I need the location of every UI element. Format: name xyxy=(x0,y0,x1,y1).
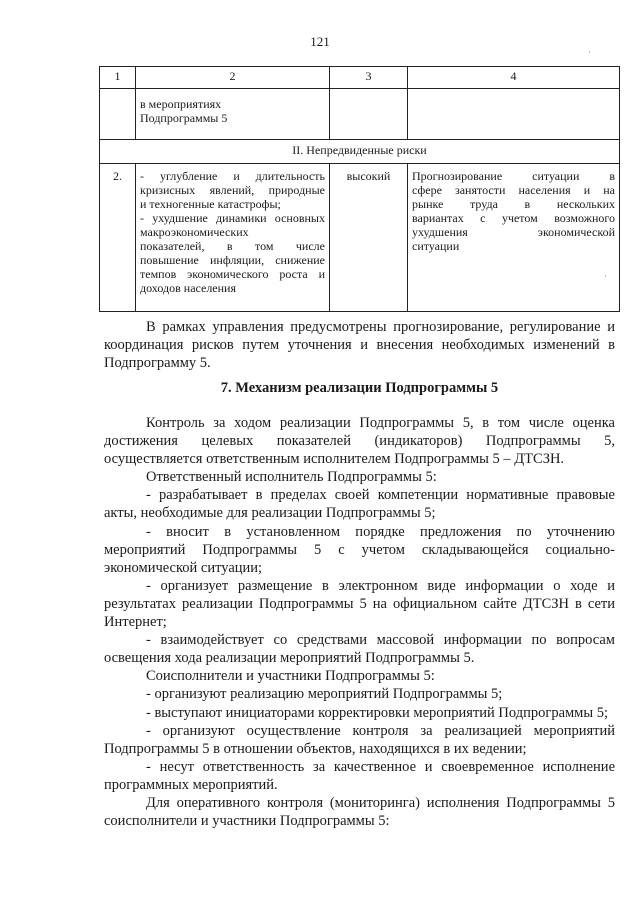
risk-number: 2. xyxy=(100,164,136,312)
page-number: 121 xyxy=(310,34,330,49)
table-cell-continuation: в мероприятиях Подпрограммы 5 xyxy=(136,89,330,140)
list-item: - организуют реализацию мероприятий Подпрограммы 5; xyxy=(146,686,503,703)
table-header-cell: 1 xyxy=(100,67,136,89)
table-header-cell: 4 xyxy=(408,67,620,89)
list-item: - выступают инициаторами корректировки мероприятий Подпрограммы 5; xyxy=(146,704,608,721)
list-item: - взаимодействует со средствами массовой информации по вопросам освещения хода реализации мероприятий Подпрограммы 5. xyxy=(104,632,615,667)
monitoring-paragraph: Для оперативного контроля (мониторинга) исполнения Подпрограммы 5 соисполнители и участники Подпрограммы 5: xyxy=(104,794,615,830)
participants-intro: Соисполнители и участники Подпрограммы 5: xyxy=(146,668,435,685)
table-section-title: II. Непредвиденные риски xyxy=(100,140,620,164)
table-header-row xyxy=(100,67,620,89)
table-row xyxy=(100,89,620,140)
risk-measures: Прогнозирование ситуации в сфере занятости населения и на рынке труда в нескольких вариантах с учетом возможного ухудшения экономической ситуации xyxy=(408,164,620,312)
table-section-row xyxy=(100,140,620,164)
list-item: - несут ответственность за качественное и своевременное исполнение программных мероприятий. xyxy=(104,758,615,793)
responsible-intro: Ответственный исполнитель Подпрограммы 5: xyxy=(146,469,437,486)
section-heading: 7. Механизм реализации Подпрограммы 5 xyxy=(220,380,499,396)
scan-speck: · xyxy=(604,272,607,281)
list-item: - разрабатывает в пределах своей компетенции нормативные правовые акты, необходимые для реализации Подпрограммы 5; xyxy=(104,487,615,522)
risk-description: - углубление и длительность кризисных явлений, природные и техногенные катастрофы; - ухудшение динамики основных макроэкономических показателей, в том числе повышение инфляции, снижение темпов экономического роста и доходов населения xyxy=(136,164,330,312)
list-item: - организуют осуществление контроля за реализацией мероприятий Подпрограммы 5 в отношении объектов, находящихся в их ведении; xyxy=(104,722,615,757)
risk-table xyxy=(99,66,620,312)
risk-level: высокий xyxy=(330,164,408,312)
risk-management-paragraph: В рамках управления предусмотрены прогнозирование, регулирование и координация рисков путем уточнения и внесения необходимых изменений в Подпрограмму 5. xyxy=(104,319,615,372)
table-header-cell: 2 xyxy=(136,67,330,89)
list-item: - вносит в установленном порядке предложения по уточнению мероприятий Подпрограммы 5 с учетом складывающейся социально-экономической ситуации; xyxy=(104,523,615,576)
list-item: - организует размещение в электронном виде информации о ходе и результатах реализации Подпрограммы 5 на официальном сайте ДТСЗН в сети Интернет; xyxy=(104,577,615,631)
table-row xyxy=(100,164,620,312)
table-header-cell: 3 xyxy=(330,67,408,89)
mechanism-body xyxy=(104,414,615,830)
scan-speck: · xyxy=(588,48,591,57)
control-paragraph: Контроль за ходом реализации Подпрограммы 5, в том числе оценка достижения целевых показателей (индикаторов) Подпрограммы 5, осуществляется ответственным исполнителем Подпрограммы 5 – ДТСЗН. xyxy=(104,415,615,468)
